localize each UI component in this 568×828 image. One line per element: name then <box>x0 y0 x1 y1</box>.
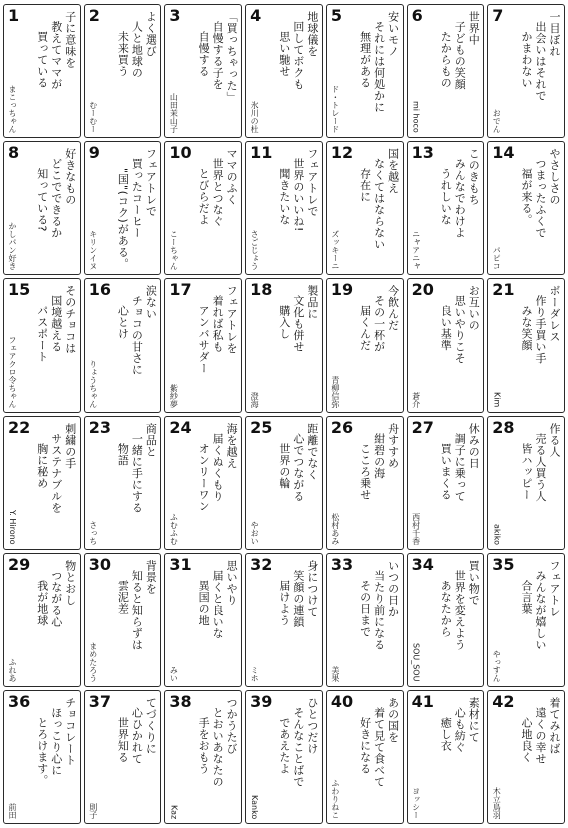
poem-line: このきもち <box>467 148 481 206</box>
senryu-poem <box>438 423 480 541</box>
poem-line: 知ると知らずは <box>130 569 144 651</box>
poem-line: ひとつだけ <box>305 696 319 755</box>
senryu-poem <box>277 11 319 129</box>
card-number: 18 <box>250 280 273 300</box>
poem-line: 作る人 <box>548 422 561 457</box>
poem-line: 着れば私も <box>211 295 225 353</box>
card-number: 6 <box>411 6 423 25</box>
author-name: さごじょう <box>250 230 260 271</box>
karuta-card <box>164 553 242 687</box>
card-number: 1 <box>8 6 20 25</box>
author-name: ミホ <box>250 665 260 682</box>
poem-line: あなたから <box>439 579 453 638</box>
poem-line: サステナブルを <box>49 432 63 513</box>
karuta-card <box>164 141 242 275</box>
card-number: 21 <box>492 280 515 300</box>
poem-line: チョコレート <box>63 696 77 766</box>
card-number: 27 <box>411 417 434 437</box>
poem-line: 届けよう <box>277 579 291 626</box>
poem-line: 心地良く <box>520 716 533 763</box>
card-number: 5 <box>330 6 342 25</box>
karuta-card <box>487 141 565 275</box>
senryu-poem <box>277 423 319 541</box>
senryu-poem <box>519 11 561 129</box>
senryu-poem <box>277 560 319 678</box>
karuta-card <box>326 416 404 550</box>
poem-line: こころ乗せ <box>358 442 372 500</box>
senryu-poem <box>438 560 480 678</box>
poem-line: 異国の地 <box>197 579 211 626</box>
karuta-card <box>245 690 323 824</box>
card-number: 17 <box>169 280 192 300</box>
author-name: さっち <box>88 520 98 545</box>
card-number: 2 <box>88 6 100 25</box>
card-number: 33 <box>330 554 354 574</box>
card-number: 34 <box>411 554 434 574</box>
card-number: 25 <box>250 417 273 437</box>
poem-line: 着てみれば <box>548 696 561 755</box>
card-number: 38 <box>169 691 192 711</box>
poem-line: みな笑顔 <box>520 305 533 352</box>
card-number: 13 <box>411 143 434 163</box>
poem-line: 回してボクも <box>291 21 305 90</box>
karuta-card <box>3 278 81 412</box>
poem-line: 世界中 <box>467 11 481 46</box>
poem-line: ボーダレス <box>548 285 561 343</box>
card-number: 29 <box>8 554 31 574</box>
karuta-card <box>487 416 565 550</box>
author-name: フェアクロ令ちゃん <box>8 335 17 408</box>
senryu-poem <box>358 148 400 266</box>
poem-line: つながる心 <box>49 569 63 628</box>
card-number: 26 <box>330 417 354 437</box>
poem-line: 物語 <box>116 442 130 466</box>
poem-line: 世界とつなぐ <box>211 158 225 228</box>
poem-line: 思いやりこそ <box>453 295 467 365</box>
poem-line: 着て見て食べて <box>372 706 386 788</box>
karuta-card <box>3 416 81 550</box>
senryu-poem <box>115 697 157 815</box>
poem-line: フェアトレで <box>305 148 319 218</box>
card-number: 16 <box>88 280 111 300</box>
author-name: パピコ <box>492 246 502 271</box>
card-number: 7 <box>492 6 504 25</box>
author-name: ド・トレード <box>330 85 340 134</box>
karuta-card <box>245 416 323 550</box>
karuta-card <box>3 690 81 824</box>
card-number: 24 <box>169 417 192 437</box>
karuta-card <box>245 4 323 138</box>
karuta-card <box>164 278 242 412</box>
poem-line: 心ひかれて <box>130 706 144 765</box>
poem-line: なくてはならない <box>372 158 386 251</box>
author-name: 松村あみ <box>330 512 340 545</box>
poem-line: 物とおし <box>63 559 77 606</box>
poem-line: てづくりに <box>144 696 158 755</box>
karuta-card <box>487 553 565 687</box>
poem-line: つまったふくで <box>534 158 547 239</box>
author-name: akiko <box>492 523 502 545</box>
karuta-card <box>164 690 242 824</box>
poem-line: 思い馳せ <box>277 31 291 77</box>
author-name: 則子 <box>88 803 98 819</box>
karuta-card <box>3 553 81 687</box>
senryu-poem <box>438 285 480 403</box>
senryu-poem <box>196 11 238 129</box>
senryu-poem <box>196 697 238 815</box>
senryu-poem <box>519 423 561 541</box>
poem-line: 無理がある <box>358 31 372 89</box>
poem-line: 紺碧の海 <box>372 432 386 479</box>
card-number: 9 <box>88 143 100 163</box>
poem-line: つかうたび <box>225 696 239 755</box>
card-number: 8 <box>8 143 20 163</box>
poem-line: 舟すすめ <box>386 422 400 469</box>
poem-line: 存在に <box>358 168 372 203</box>
karuta-card <box>84 416 162 550</box>
karuta-card <box>407 416 485 550</box>
poem-line: "国"(コク)がある。 <box>116 168 130 270</box>
karuta-card <box>487 278 565 412</box>
poem-line: とろけます。 <box>35 716 49 786</box>
poem-line: フェアトレを <box>225 285 239 355</box>
card-number: 14 <box>492 143 515 163</box>
poem-line: 買いまくる <box>439 442 453 500</box>
poem-line: アンバサダー <box>197 305 211 375</box>
card-number: 40 <box>330 691 354 711</box>
poem-line: 世界のいいね! <box>291 158 305 233</box>
senryu-poem <box>438 11 480 129</box>
poem-line: フェアトレで <box>144 148 158 218</box>
poem-line: 遠くの幸せ <box>534 706 547 765</box>
poem-line: 世界を変えよう <box>453 569 467 651</box>
author-name: ふれあ <box>8 657 17 682</box>
poem-line: 届くぬくもり <box>211 432 225 502</box>
author-name: ズッキーニ <box>330 230 340 271</box>
senryu-poem <box>115 560 157 678</box>
author-name: まめたろう <box>88 641 98 682</box>
author-name: みい <box>169 665 179 682</box>
poem-line: 身につけて <box>305 559 319 618</box>
card-number: 35 <box>492 554 515 574</box>
poem-line: 出会いはそれで <box>534 21 547 102</box>
poem-line: 思いやり <box>225 559 239 606</box>
poem-line: 買っている <box>35 31 49 89</box>
karuta-card <box>3 4 81 138</box>
author-name: SOU_SOU <box>411 643 421 682</box>
poem-line: その一杯が <box>372 295 386 353</box>
author-name: やおい <box>250 520 260 545</box>
poem-line: その日まで <box>358 579 372 638</box>
poem-line: 手をおもう <box>197 716 211 775</box>
karuta-card <box>407 278 485 412</box>
author-name: 蒼介 <box>411 391 421 408</box>
senryu-poem <box>196 148 238 266</box>
poem-line: 海を越え <box>225 422 239 469</box>
poem-line: 刺繍の手 <box>63 422 77 469</box>
senryu-poem <box>519 697 561 815</box>
poem-line: 好きなもの <box>63 148 77 206</box>
author-name: ふわりねこ <box>330 779 340 819</box>
author-name: まこっちゃん <box>8 85 17 134</box>
poem-line: 教えてママが <box>49 21 63 90</box>
senryu-poem <box>277 148 319 266</box>
author-name: こーちゃん <box>169 230 179 271</box>
poem-line: 安いモノ <box>386 11 400 57</box>
poem-line: 子に意味を <box>63 11 77 69</box>
karuta-card <box>164 4 242 138</box>
poem-line: 作り手買い手 <box>534 295 547 365</box>
card-number: 23 <box>88 417 111 437</box>
poem-line: 知っている? <box>35 168 49 232</box>
senryu-poem <box>358 560 400 678</box>
poem-line: ほっこり心に <box>49 706 63 776</box>
poem-line: 子どもの笑顔 <box>453 21 467 90</box>
poem-line: 雲泥差 <box>116 579 130 615</box>
senryu-poem <box>519 285 561 403</box>
poem-line: 地球儀を <box>305 11 319 57</box>
poem-line: ママのふく <box>225 148 239 206</box>
poem-line: 一緒に手にする <box>130 432 144 513</box>
poem-line: 合言葉 <box>520 579 533 615</box>
poem-line: 届くんだ <box>358 305 372 352</box>
author-name: 青柳信弥 <box>330 375 340 408</box>
poem-line: 聞きたいな <box>277 168 291 226</box>
poem-line: 製品に <box>305 285 319 320</box>
karuta-card <box>326 690 404 824</box>
poem-line: 売る人買う人 <box>534 432 547 502</box>
author-name: ふむふむ <box>169 512 179 545</box>
poem-line: いつの日か <box>386 559 400 618</box>
author-name: 紫紗夢 <box>169 383 179 408</box>
author-name: 前田 <box>8 803 17 819</box>
author-name: かしパン好き <box>8 222 17 271</box>
card-number: 20 <box>411 280 434 300</box>
senryu-poem <box>115 148 158 270</box>
author-name: Y. Hirono <box>8 510 17 545</box>
card-number: 37 <box>88 691 111 711</box>
author-name: 山田茉山子 <box>169 93 179 134</box>
poem-line: であえたよ <box>277 716 291 775</box>
author-name: おでん <box>492 109 502 134</box>
poem-line: たからもの <box>439 31 453 89</box>
poem-line: 笑顔の連鎖 <box>291 569 305 628</box>
senryu-poem <box>115 423 157 541</box>
poem-line: チョコの甘さに <box>130 295 144 376</box>
poem-line: 癒し衣 <box>439 716 453 752</box>
poem-line: やさしさの <box>548 148 561 206</box>
karuta-card <box>245 278 323 412</box>
senryu-poem <box>35 148 77 266</box>
poem-line: 胸に秘め <box>35 442 49 489</box>
card-number: 41 <box>411 691 434 711</box>
card-number: 42 <box>492 691 515 711</box>
senryu-poem <box>35 697 77 815</box>
poem-line: 届くと良いな <box>211 569 225 639</box>
poem-line: あの国を <box>386 696 400 743</box>
senryu-poem <box>358 697 400 815</box>
card-number: 36 <box>8 691 31 711</box>
poem-line: 未来買う <box>116 31 130 77</box>
author-name: Kanko <box>250 794 260 819</box>
poem-line: 購入し <box>277 305 291 340</box>
poem-line: 買い物で <box>467 559 481 606</box>
author-name: 木立鳥羽 <box>492 787 502 819</box>
poem-line: どこでできるか <box>49 158 63 239</box>
karuta-card <box>407 4 485 138</box>
poem-line: 涙ない <box>144 285 158 320</box>
poem-line: 休みの日 <box>467 422 481 469</box>
senryu-poem <box>277 697 319 815</box>
poem-line: 自慢する子を <box>211 21 225 90</box>
poem-line: 背景を <box>144 559 158 595</box>
karuta-card <box>3 141 81 275</box>
card-number: 19 <box>330 280 354 300</box>
poem-line: かまわない <box>520 31 533 89</box>
card-number: 30 <box>88 554 111 574</box>
karuta-card <box>487 4 565 138</box>
author-name: 西村千香 <box>411 512 421 545</box>
poem-line: とおいあなたの <box>211 706 225 788</box>
poem-line: 一目ぼれ <box>548 11 561 57</box>
poem-line: お互いの <box>467 285 481 332</box>
poem-line: 好きになる <box>358 716 372 775</box>
karuta-card <box>84 278 162 412</box>
poem-line: 皆ハッピー <box>520 442 533 500</box>
karuta-card <box>84 553 162 687</box>
karuta-card <box>326 553 404 687</box>
poem-line: 文化も併せ <box>291 295 305 353</box>
poem-line: 調子に乗って <box>453 432 467 502</box>
karuta-card <box>164 416 242 550</box>
poem-line: みんなでわけよ <box>453 158 467 239</box>
poem-line: 素材にて <box>467 696 481 743</box>
author-name: むーむー <box>88 101 98 134</box>
author-name: 澄海 <box>250 391 260 408</box>
card-number: 4 <box>250 6 262 25</box>
card-number: 22 <box>8 417 31 437</box>
poem-line: 国を越え <box>386 148 400 195</box>
poem-line: 国境越える <box>49 295 63 353</box>
poem-line: 心とけ <box>116 305 130 340</box>
poem-line: パスポート <box>35 305 49 363</box>
poem-line: 当たり前になる <box>372 569 386 651</box>
karuta-card <box>84 141 162 275</box>
poem-line: 「買っちゃった」 <box>225 11 239 103</box>
card-number: 28 <box>492 417 515 437</box>
card-number: 10 <box>169 143 192 163</box>
poem-line: 今飲んだ <box>386 285 400 332</box>
senryu-poem <box>438 148 480 266</box>
senryu-poem <box>35 285 77 403</box>
card-number: 15 <box>8 280 31 300</box>
author-name: mi hoco <box>411 101 421 134</box>
card-number: 12 <box>330 143 354 163</box>
karuta-card <box>407 690 485 824</box>
author-name: ニャアニャ <box>411 230 421 271</box>
poem-line: 世界の輪 <box>277 442 291 489</box>
karuta-card-grid <box>3 4 565 824</box>
poem-line: それには何処かに <box>372 21 386 113</box>
senryu-poem <box>35 423 77 541</box>
poem-line: フェアトレ <box>548 559 561 618</box>
poem-line: うれしいな <box>439 168 453 226</box>
senryu-poem <box>115 285 157 403</box>
poem-line: 人と地球の <box>130 21 144 79</box>
card-number: 11 <box>250 143 273 163</box>
senryu-poem <box>358 423 400 541</box>
author-name: やっすん <box>492 649 502 682</box>
author-name: キリンイヌ <box>88 230 98 271</box>
karuta-card <box>245 141 323 275</box>
karuta-card <box>245 553 323 687</box>
poem-line: 心も紡ぐ <box>453 706 467 753</box>
senryu-poem <box>358 285 400 403</box>
poem-line: 商品と <box>144 422 158 457</box>
poem-line: 世界知る <box>116 716 130 763</box>
karuta-card <box>84 690 162 824</box>
poem-line: そのチョコは <box>63 285 77 355</box>
senryu-poem <box>277 285 319 403</box>
senryu-poem <box>35 560 77 678</box>
poem-line: よく選び <box>144 11 158 57</box>
karuta-card <box>326 278 404 412</box>
poem-line: 自慢する <box>197 31 211 77</box>
poem-line: 買ったコーヒー <box>130 158 144 239</box>
card-number: 32 <box>250 554 273 574</box>
poem-line: 距離でなく <box>305 422 319 480</box>
senryu-poem <box>196 560 238 678</box>
author-name: Kim <box>492 392 502 408</box>
poem-line: 心でつながる <box>291 432 305 502</box>
senryu-poem <box>519 148 561 266</box>
poem-line: とびらだよ <box>197 168 211 226</box>
poem-line: 良い基準 <box>439 305 453 352</box>
karuta-card <box>407 141 485 275</box>
card-number: 3 <box>169 6 181 25</box>
karuta-card <box>84 4 162 138</box>
karuta-card <box>407 553 485 687</box>
karuta-card <box>326 141 404 275</box>
senryu-poem <box>115 11 157 129</box>
author-name: ヨッシー <box>411 787 421 819</box>
senryu-poem <box>35 11 77 129</box>
card-number: 31 <box>169 554 192 574</box>
card-number: 39 <box>250 691 273 711</box>
senryu-poem <box>438 697 480 815</box>
author-name: 美果 <box>330 665 340 682</box>
poem-line: 我が地球 <box>35 579 49 626</box>
poem-line: オンリーワン <box>197 442 211 512</box>
author-name: 氷川の杜 <box>250 101 260 134</box>
karuta-card <box>487 690 565 824</box>
karuta-card <box>326 4 404 138</box>
senryu-poem <box>196 285 238 403</box>
poem-line: そんなことばで <box>291 706 305 788</box>
senryu-poem <box>196 423 238 541</box>
poem-line: 福が来る。 <box>520 168 533 226</box>
author-name: Kaz <box>169 804 179 819</box>
senryu-poem <box>358 11 400 129</box>
poem-line: みんなが嬉しい <box>534 569 547 651</box>
senryu-poem <box>519 560 561 678</box>
author-name: りょうちゃん <box>88 359 98 408</box>
